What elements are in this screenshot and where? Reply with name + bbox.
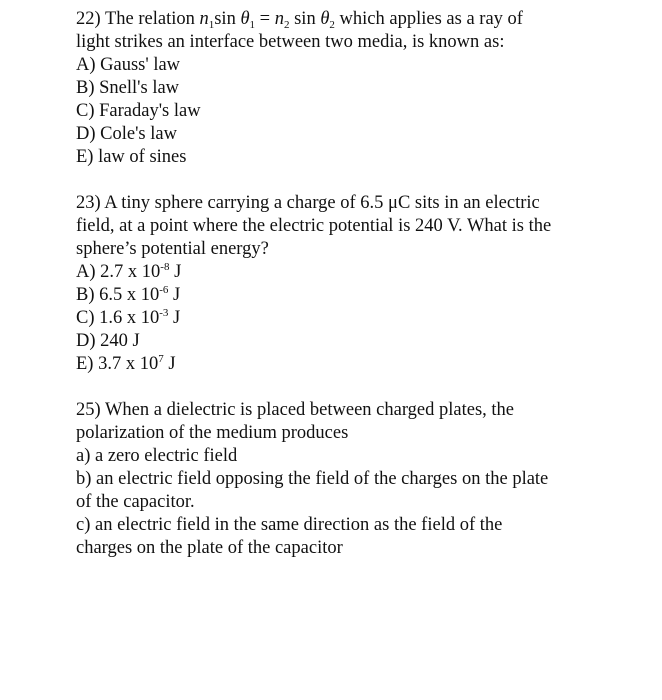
- eq-sub-2: 2: [283, 19, 290, 31]
- question-22-stem-line-1: [76, 8, 636, 31]
- option-unit: J: [132, 331, 140, 351]
- eq-sub-theta-2: 2: [329, 19, 335, 31]
- question-25-option-c: c) an electric field in the same direction as the field of the: [76, 515, 503, 535]
- option-mantissa: 2.7 x 10: [100, 262, 161, 282]
- option-label: D): [76, 331, 96, 351]
- eq-equals: =: [259, 9, 271, 29]
- question-23: [76, 192, 636, 376]
- question-23-stem-text-1: A tiny sphere carrying a charge of 6.5 μC sits in an electric: [104, 193, 540, 213]
- question-25-stem-line-2: polarization of the medium produces: [76, 423, 349, 443]
- question-25-option-a: a) a zero electric field: [76, 446, 238, 466]
- eq-sub-1: 1: [208, 19, 215, 31]
- question-23-stem-line-2: field, at a point where the electric potential is 240 V. What is the: [76, 216, 552, 236]
- question-23-option-c: [76, 307, 636, 330]
- question-23-option-b: [76, 284, 636, 307]
- question-22-option-b: B) Snell's law: [76, 78, 180, 98]
- question-22-stem-post: which applies as a ray of: [339, 9, 523, 29]
- option-label: C): [76, 308, 95, 328]
- option-unit: J: [168, 354, 176, 374]
- question-22: [76, 8, 636, 169]
- question-23-option-e: [76, 353, 636, 376]
- question-22-stem-pre: The relation: [104, 9, 195, 29]
- eq-sin-1: sin: [214, 9, 236, 29]
- option-exponent: -8: [160, 261, 170, 273]
- option-label: B): [76, 285, 95, 305]
- option-mantissa: 240: [100, 331, 128, 351]
- question-25-stem-line-1: [76, 399, 636, 422]
- question-22-number: 22): [76, 9, 101, 29]
- question-23-option-d: [76, 330, 636, 353]
- eq-theta: θ: [240, 9, 250, 29]
- question-25: [76, 399, 636, 560]
- question-23-stem-line-3: sphere’s potential energy?: [76, 239, 269, 259]
- question-23-option-a: [76, 261, 636, 284]
- eq-theta: θ: [320, 9, 330, 29]
- question-22-option-e: E) law of sines: [76, 147, 187, 167]
- option-mantissa: 3.7 x 10: [98, 354, 159, 374]
- eq-n: n: [199, 9, 209, 29]
- question-sheet: [76, 8, 636, 560]
- question-25-option-b: b) an electric field opposing the field of the charges on the plate: [76, 469, 549, 489]
- option-unit: J: [174, 262, 182, 282]
- question-25-option-b-cont: of the capacitor.: [76, 492, 195, 512]
- option-mantissa: 6.5 x 10: [99, 285, 160, 305]
- option-label: E): [76, 354, 94, 374]
- question-25-stem-text-1: When a dielectric is placed between charged plates, the: [104, 400, 515, 420]
- option-exponent: -6: [159, 284, 169, 296]
- question-23-stem-line-1: [76, 192, 636, 215]
- option-unit: J: [173, 308, 181, 328]
- question-22-stem-line-2: light strikes an interface between two media, is known as:: [76, 32, 505, 52]
- question-22-option-a: A) Gauss' law: [76, 55, 181, 75]
- question-22-option-d: D) Cole's law: [76, 124, 177, 144]
- option-exponent: -3: [159, 307, 169, 319]
- question-25-option-c-cont: charges on the plate of the capacitor: [76, 538, 343, 558]
- eq-sub-theta-1: 1: [249, 19, 256, 31]
- option-label: A): [76, 262, 96, 282]
- option-mantissa: 1.6 x 10: [99, 308, 160, 328]
- question-25-number: 25): [76, 400, 101, 420]
- question-22-option-c: C) Faraday's law: [76, 101, 201, 121]
- option-unit: J: [173, 285, 181, 305]
- question-23-number: 23): [76, 193, 101, 213]
- option-exponent: 7: [158, 353, 164, 365]
- eq-sin-2: sin: [294, 9, 316, 29]
- eq-n: n: [274, 9, 284, 29]
